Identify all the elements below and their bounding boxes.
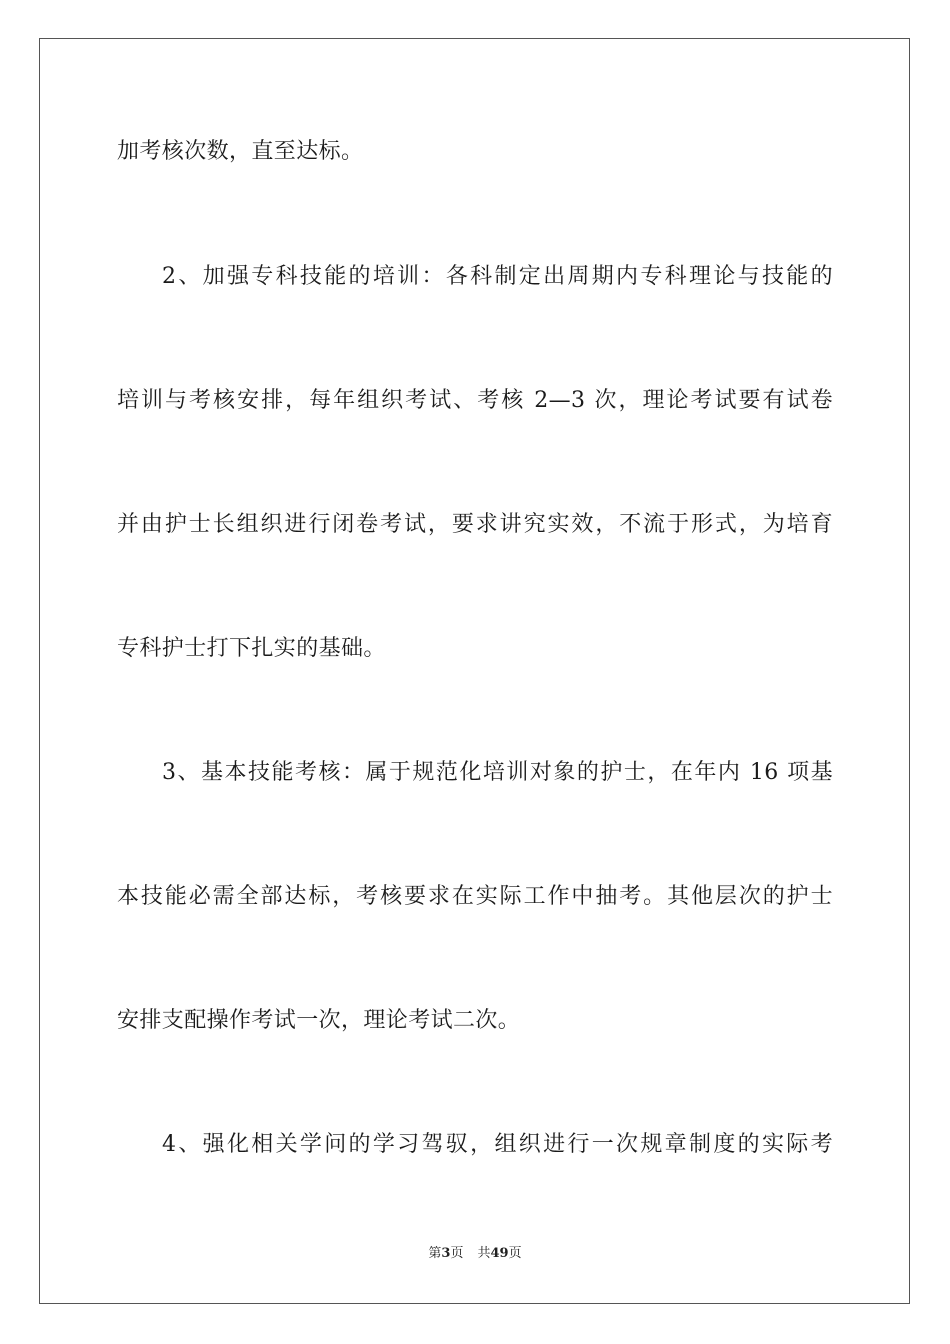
paragraph-3-line-3: 安排支配操作考试一次，理论考试二次。 (117, 1008, 521, 1033)
paragraph-2-line-1: 2、加强专科技能的培训：各科制定出周期内专科理论与技能的 (162, 264, 833, 289)
paragraph-2-line-3: 并由护士长组织进行闭卷考试，要求讲究实效，不流于形式，为培育 (117, 512, 833, 537)
text-line: 加考核次数，直至达标。 (117, 139, 364, 164)
total-suffix: 页 (508, 1246, 522, 1261)
paragraph-3-line-2: 本技能必需全部达标，考核要求在实际工作中抽考。其他层次的护士 (117, 884, 833, 909)
page-prefix: 第 (428, 1246, 442, 1261)
total-pages: 49 (490, 1246, 509, 1261)
page-border (39, 38, 910, 1304)
total-prefix: 共 (477, 1246, 491, 1261)
paragraph-4-line-1: 4、强化相关学问的学习驾驭，组织进行一次规章制度的实际考 (162, 1132, 833, 1157)
paragraph-2-line-2: 培训与考核安排，每年组织考试、考核 2—3 次，理论考试要有试卷 (117, 388, 833, 413)
paragraph-2-line-4: 专科护士打下扎实的基础。 (117, 636, 386, 661)
page-footer (0, 1245, 950, 1263)
paragraph-3-line-1: 3、基本技能考核：属于规范化培训对象的护士，在年内 16 项基 (162, 760, 833, 785)
page-suffix: 页 (450, 1246, 464, 1261)
page-number: 3 (441, 1246, 451, 1261)
